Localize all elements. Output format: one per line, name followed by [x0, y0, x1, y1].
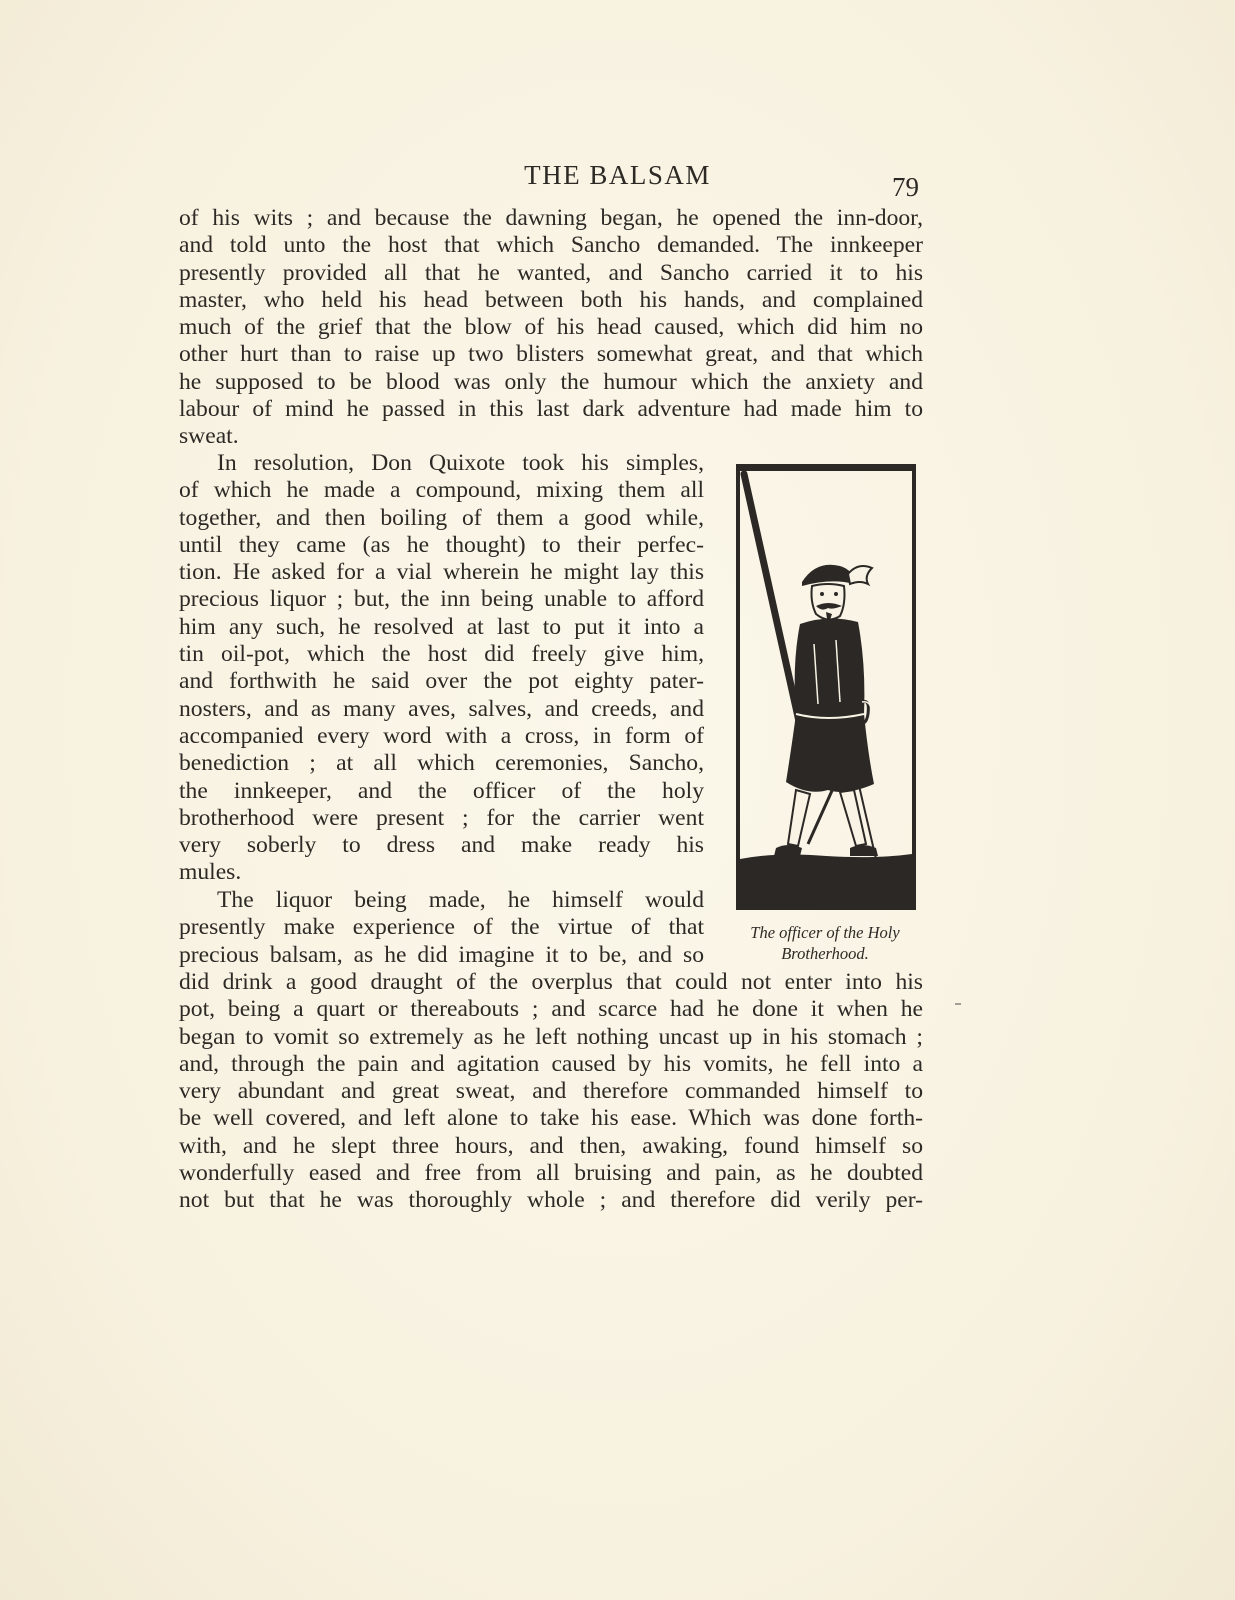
- text-line: brotherhood were present ; for the carrier went: [179, 804, 704, 831]
- text-line: with, and he slept three hours, and then, awaking, found himself so: [179, 1132, 923, 1159]
- text-line: the innkeeper, and the officer of the holy: [179, 777, 704, 804]
- text-line: other hurt than to raise up two blisters somewhat great, and that which: [179, 341, 923, 368]
- text-line: he supposed to be blood was only the humour which the anxiety and: [179, 368, 923, 395]
- paragraph-3-full: [179, 969, 923, 1215]
- text-line: tin oil-pot, which the host did freely give him,: [179, 641, 704, 668]
- text-line: much of the grief that the blow of his head caused, which did him no: [179, 314, 923, 341]
- text-line: and forthwith he said over the pot eighty pater-: [179, 668, 704, 695]
- text-line: nosters, and as many aves, salves, and creeds, and: [179, 695, 704, 722]
- text-line: labour of mind he passed in this last dark adventure had made him to: [179, 396, 923, 423]
- text-line: began to vomit so extremely as he left nothing uncast up in his stomach ;: [179, 1023, 923, 1050]
- text-line: accompanied every word with a cross, in form of: [179, 722, 704, 749]
- illustration-caption: [720, 922, 930, 964]
- woodcut-officer-with-pike-icon: [736, 464, 916, 910]
- text-line: benediction ; at all which ceremonies, Sancho,: [179, 750, 704, 777]
- text-line: tion. He asked for a vial wherein he might lay this: [179, 559, 704, 586]
- text-line: did drink a good draught of the overplus that could not enter into his: [179, 969, 923, 995]
- text-line: pot, being a quart or thereabouts ; and scarce had he done it when he: [179, 996, 923, 1023]
- text-line: very abundant and great sweat, and therefore commanded himself to: [179, 1078, 923, 1105]
- text-line: master, who held his head between both his hands, and complained: [179, 286, 923, 313]
- text-line: mules.: [179, 859, 242, 886]
- text-line: In resolution, Don Quixote took his simples,: [217, 450, 704, 476]
- paragraph-3-narrow: [179, 887, 704, 969]
- woodcut-officer-illustration: [736, 464, 916, 910]
- ink-speck: [955, 1003, 961, 1005]
- paragraph-2: [179, 450, 704, 887]
- text-line: sweat.: [179, 423, 239, 450]
- page-number: 79: [892, 172, 919, 202]
- paragraph-1: [179, 205, 923, 451]
- text-line: The liquor being made, he himself would: [217, 887, 704, 913]
- text-line: and, through the pain and agitation caused by his vomits, he fell into a: [179, 1050, 923, 1077]
- running-head: THE BALSAM: [524, 160, 711, 190]
- caption-line: The officer of the Holy: [750, 923, 900, 942]
- text-line: until they came (as he thought) to their perfec-: [179, 531, 704, 558]
- text-line: him any such, he resolved at last to put it into a: [179, 613, 704, 640]
- text-line: very soberly to dress and make ready his: [179, 832, 704, 859]
- text-line: precious balsam, as he did imagine it to be, and so: [179, 941, 704, 968]
- text-line: of his wits ; and because the dawning began, he opened the inn-door,: [179, 205, 923, 231]
- text-line: not but that he was thoroughly whole ; and therefore did verily per-: [179, 1187, 923, 1214]
- caption-line: Brotherhood.: [781, 944, 869, 963]
- text-line: and told unto the host that which Sancho demanded. The innkeeper: [179, 232, 923, 259]
- text-line: be well covered, and left alone to take his ease. Which was done forth-: [179, 1105, 923, 1132]
- text-line: precious liquor ; but, the inn being unable to afford: [179, 586, 704, 613]
- text-line: wonderfully eased and free from all bruising and pain, as he doubted: [179, 1160, 923, 1187]
- text-line: of which he made a compound, mixing them all: [179, 477, 704, 504]
- text-line: together, and then boiling of them a good while,: [179, 504, 704, 531]
- text-line: presently make experience of the virtue of that: [179, 914, 704, 941]
- text-line: presently provided all that he wanted, and Sancho carried it to his: [179, 259, 923, 286]
